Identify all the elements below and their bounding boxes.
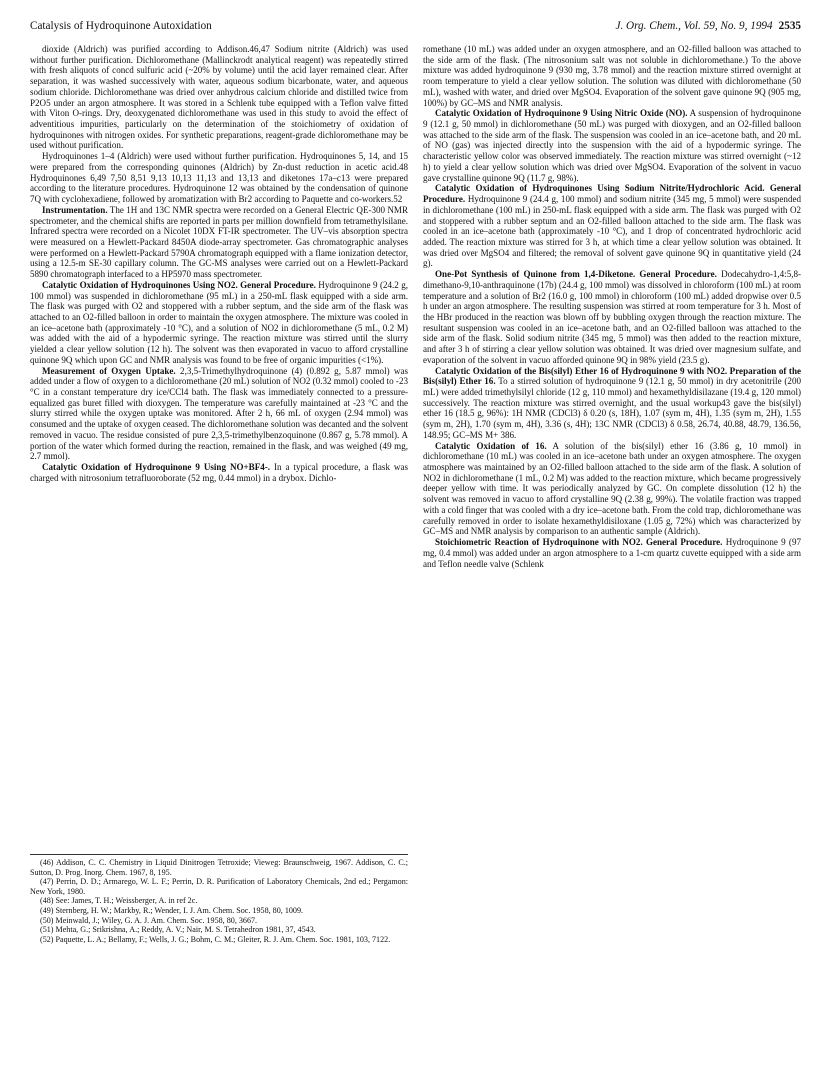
paragraph (423, 269, 801, 365)
footnote: (52) Paquette, L. A.; Bellamy, F.; Wells, J. G.; Bohm, C. M.; Gleiter, R. J. Am. Chem. Soc. 1981, 103, 7122. (40, 934, 391, 944)
section-heading: Catalytic Oxidation of Hydroquinones Using NO2. General Procedure. (42, 279, 316, 290)
section-heading: Catalytic Oxidation of Hydroquinones Using Sodium Nitrite/Hydrochloric Acid. General Procedure. (423, 183, 801, 205)
journal-citation (615, 20, 801, 32)
paragraph-text: romethane (10 mL) was added under an oxygen atmosphere, and an O2-filled balloon was attached to the side arm of the flask. (The nitrosonium salt was not soluble in dichloromethane.) To the above mixture was added hydroquinone 9 (930 mg, 3.78 mmol) and the reaction mixture stirred overnight at room temperature to yield a clear yellow solution. The solution was diluted with dichloromethane (50 mL), washed with water, and dried over MgSO4. Evaporation of the solvent gave quinone 9Q (905 mg, 100%) by GC–MS and NMR analysis. (423, 44, 801, 108)
journal-info: J. Org. Chem., Vol. 59, No. 9, 1994 (615, 20, 773, 32)
paragraph-text: A suspension of hydroquinone 9 (12.1 g, 50 mmol) in dichloromethane (50 mL) was purged with dioxygen, and an O2-filled balloon was attached to the side arm of the flask. The suspension was cooled in an ice–acetone bath, and 20 mL of NO (gas) was injected directly into the suspension with the aid of a hypodermic syringe. The characteristic yellow color was observed immediately. The reaction mixture was stirred overnight (~12 h) to yield a clear yellow solution which was dried over MgSO4. Evaporation of the solvent in vacuo gave crystalline quinone 9Q (11.7 g, 98%). (423, 108, 801, 183)
paragraph-text: dioxide (Aldrich) was purified according to Addison.46,47 Sodium nitrite (Aldrich) was used without further purification. Dichloromethane (Mallinckrodt analytical reagent) was repeatedly stirred with fresh aliquots of concd sulfuric acid (~20% by volume) until the acid layer remained clear. After separation, it was washed successively with water, aqueous sodium bicarbonate, water, and aqueous sodium chloride. Dichloromethane was dried over anhydrous calcium chloride and distilled twice from P2O5 under an argon atmosphere. It was stored in a Schlenk tube equipped with a Teflon valve fitted with Viton O-rings. Dry, deoxygenated dichloromethane was used in this study to avoid the effect of adventitious impurities, particularly on the determination of the stoichiometry of oxidation of hydroquinones with nitrogen oxides. For synthetic preparations, reagent-grade dichloromethane may be used without purification. (30, 44, 408, 151)
section-heading: Catalytic Oxidation of the Bis(silyl) Ether 16 of Hydroquinone 9 with NO2. Preparation of the Bis(silyl) Ether 16. (423, 365, 801, 387)
paragraph-text: In a typical procedure, a flask was charged with nitrosonium tetrafluoroborate (52 mg, 0.44 mmol) in a drybox. Dichlo- (30, 462, 408, 483)
paragraph (30, 151, 408, 205)
page-number: 2535 (778, 20, 801, 32)
paragraph (423, 366, 801, 441)
paragraph (30, 462, 408, 483)
paragraph-text: Hydroquinone 9 (24.4 g, 100 mmol) and sodium nitrite (345 mg, 5 mmol) were suspended in dichloromethane (100 mL) in 250-mL flask equipped with a side arm. The flask was purged with O2 and stoppered with a rubber septum and an O2-filled balloon attached to the side arm. The flask was cooled in an ice–acetone bath (approximately -10 °C), and 1 drop of concentrated hydrochloric acid added. The reaction mixture was stirred for 3 h, at which time a clear yellow solution was obtained. It was dried over MgSO4 and filtered; the removal of solvent gave quinone 9Q in quantitative yield (24 g). (423, 194, 802, 269)
paragraph-text: Hydroquinone 9 (97 mg, 0.4 mmol) was added under an argon atmosphere to a 1-cm quartz cuvette equipped with a side arm and Teflon needle valve (Schlenk (423, 537, 801, 569)
paragraph-text: The 1H and 13C NMR spectra were recorded on a General Electric QE-300 NMR spectrometer, and the chemical shifts are reported in parts per million downfield from tetramethylsilane. Infrared spectra were recorded on a Nicolet 10DX FT-IR spectrometer. The UV–vis absorption spectra were measured on a Hewlett-Packard 8450A diode-array spectrometer. Gas chromatographic analyses were performed on a Hewlett-Packard 5790A chromatograph equipped with a flame ionization detector, using a 12.5-m SE-30 capillary column. The GC-MS analyses were carried out on a Hewlett-Packard 5890 chromatograph interfaced to a HP5970 mass spectrometer. (30, 204, 408, 280)
paragraph-text: Hydroquinone 9 (24.2 g, 100 mmol) was suspended in dichloromethane (95 mL) in a 250-mL flask equipped with a side arm. The flask was purged with O2 and stoppered with a rubber septum, and the side arm of the flask was attached to an O2-filled balloon in order to maintain the oxygen atmosphere. The mixture was cooled in an ice–acetone bath (approximately -10 °C), and a solution of NO2 in dichloromethane (5 mL, 0.2 M) was added with the aid of a hypodermic syringe. The reaction mixture was stirred until the slurry yielded a clear yellow solution (12 h). The solvent was then evaporated in vacuo to afford crystalline quinone 9Q which upon GC and NMR analysis was found to be free of organic impurities (<1%). (30, 279, 409, 365)
footnotes (30, 854, 408, 944)
paragraph (423, 183, 801, 269)
footnote: (48) See: James, T. H.; Weissberger, A. in ref 2c. (40, 896, 198, 906)
paragraph-text: A solution of the bis(silyl) ether 16 (3.86 g, 10 mmol) in dichloromethane (10 mL) was cooled in an ice–acetone bath under an oxygen atmosphere. The oxygen atmosphere was maintained by an O2-filled balloon attached to the side arm of the flask. A solution of NO2 in dichloromethane (1 mL, 0.2 M) was added to the reaction mixture, which became progressively deeper yellow with time. It was periodically analyzed by GC. On complete dissolution (12 h) the solvent was removed in vacuo to afford crystalline 9Q (2.38 g, 99%). The volatile fraction was trapped with a cold finger that was cooled with a dry ice–acetone bath. From the cold trap, dichloromethane was carefully removed in order to isolate hexamethyldisiloxane (1.05 g, 72%) which was characterized by GC–MS and NMR analysis by comparison to an authentic sample (Aldrich). (423, 440, 801, 537)
running-title: Catalysis of Hydroquinone Autoxidation (30, 20, 212, 32)
footnote: (51) Mehta, G.; Srikrishna, A.; Reddy, A. V.; Nair, M. S. Tetrahedron 1981, 37, 4543. (40, 925, 316, 935)
paragraph (30, 366, 408, 462)
footnote: (50) Meinwald, J.; Wiley, G. A. J. Am. Chem. Soc. 1958, 80, 3667. (40, 915, 258, 925)
left-column (30, 44, 408, 483)
paragraph (30, 205, 408, 280)
paragraph-text: Dodecahydro-1,4:5,8-dimethano-9,10-anthraquinone (17b) (24.4 g, 100 mmol) was dissolved in chloroform (100 mL) at room temperature and a solution of Br2 (16.0 g, 100 mmol) in chloroform (100 mL) added dropwise over 0.5 h under an argon atmosphere. The resulting suspension was stirred at room temperature for 3 h. Most of the HBr produced in the reaction was blown off by bubbling oxygen through the reaction mixture. The resultant suspension was cooled in an ice–acetone bath, and an O2-filled balloon was attached to the side arm of the flask. Solid sodium nitrite (345 mg, 5 mmol) was then added to the reaction mixture, and after 3 h of stirring a clear yellow solution was obtained. It was dried over magnesium sulfate, and evaporation of the solvent in vacuo afforded quinone 9Q in 98% yield (23.5 g). (423, 269, 802, 365)
paragraph-text: To a stirred solution of hydroquinone 9 (12.1 g, 50 mmol) in dry acetonitrile (200 mL) were added trimethylsilyl chloride (12 g, 110 mmol) and hexamethyldisilazane (19.4 g, 120 mmol) successively. The reaction mixture was stirred overnight, and the usual workup43 gave the bis(silyl) ether 16 (18.5 g, 96%): 1H NMR (CDCl3) δ 0.20 (s, 18H), 1.07 (sym m, 4H), 1.35 (sym m, 2H), 1.55 (sym m, 2H), 1.70 (sym m, 4H), 3.36 (s, 4H); 13C NMR (CDCl3) δ 0.58, 26.74, 40.88, 48.79, 136.56, 148.95; GC–MS M+ 386. (423, 376, 801, 440)
paragraph (30, 44, 408, 151)
paragraph-text: Hydroquinones 1–4 (Aldrich) were used without further purification. Hydroquinones 5, 14, and 15 were prepared from the corresponding quinones (Aldrich) by Zn-dust reduction in acetic acid.48 Hydroquinones 6,49 7,50 8,51 9,13 10,13 11,13 and 13,13 and diketones 17a–c13 were prepared according to the literature procedures. Hydroquinone 12 was obtained by the condensation of quinone 7Q with cyclohexadiene, followed by aromatization with Br2 according to Paquette and co-workers.52 (30, 151, 408, 205)
section-heading: Instrumentation. (42, 204, 108, 215)
footnote: (49) Sternberg, H. W.; Markby, R.; Wender, I. J. Am. Chem. Soc. 1958, 80, 1009. (40, 905, 304, 915)
section-heading: Catalytic Oxidation of Hydroquinone 9 Using NO+BF4-. (42, 462, 271, 473)
right-column (423, 44, 801, 569)
section-heading: Catalytic Oxidation of 16. (435, 440, 547, 451)
section-heading: Measurement of Oxygen Uptake. (42, 365, 176, 376)
footnote: (47) Perrin, D. D.; Armarego, W. L. F.; Perrin, D. R. Purification of Laboratory Chemicals, 2nd ed.; Pergamon: New York, 1980. (30, 877, 408, 896)
paragraph (423, 441, 801, 537)
footnote-rule (30, 854, 408, 855)
paragraph-text: 2,3,5-Trimethylhydroquinone (4) (0.892 g, 5.87 mmol) was added under a flow of oxygen to a dichloromethane (20 mL) solution of NO2 (0.32 mmol) cooled to -23 °C in a constant temperature dry ice/CCl4 bath. The flask was immediately connected to a pressure-equalized gas buret filled with dioxygen. The temperature was carefully maintained at -23 °C and the slurry stirred while the oxygen uptake was monitored. After 2 h, 66 mL of oxygen (2.94 mmol) was consumed and the uptake of oxygen ceased. The dichloromethane solution was decanted and the solvent removed in vacuo. The residue consisted of pure 2,3,5-trimethylbenzoquinone (0.867 g, 5.78 mmol). A portion of the water which formed during the reaction, remained in the flask, and was weighed (49 mg, 2.7 mmol). (30, 365, 408, 462)
footnote-list (30, 858, 408, 944)
paragraph (423, 537, 801, 569)
running-header (30, 20, 801, 38)
paragraph (30, 280, 408, 366)
section-heading: Stoichiometric Reaction of Hydroquinone with NO2. General Procedure. (435, 537, 723, 548)
section-heading: Catalytic Oxidation of Hydroquinone 9 Using Nitric Oxide (NO). (435, 108, 688, 119)
section-heading: One-Pot Synthesis of Quinone from 1,4-Diketone. General Procedure. (435, 269, 717, 280)
paragraph (423, 44, 801, 108)
paragraph (423, 108, 801, 183)
footnote: (46) Addison, C. C. Chemistry in Liquid Dinitrogen Tetroxide; Vieweg: Braunschweig, 1967. Addison, C. C.; Sutton, D. Prog. Inorg. Chem. 1967, 8, 195. (30, 858, 408, 877)
